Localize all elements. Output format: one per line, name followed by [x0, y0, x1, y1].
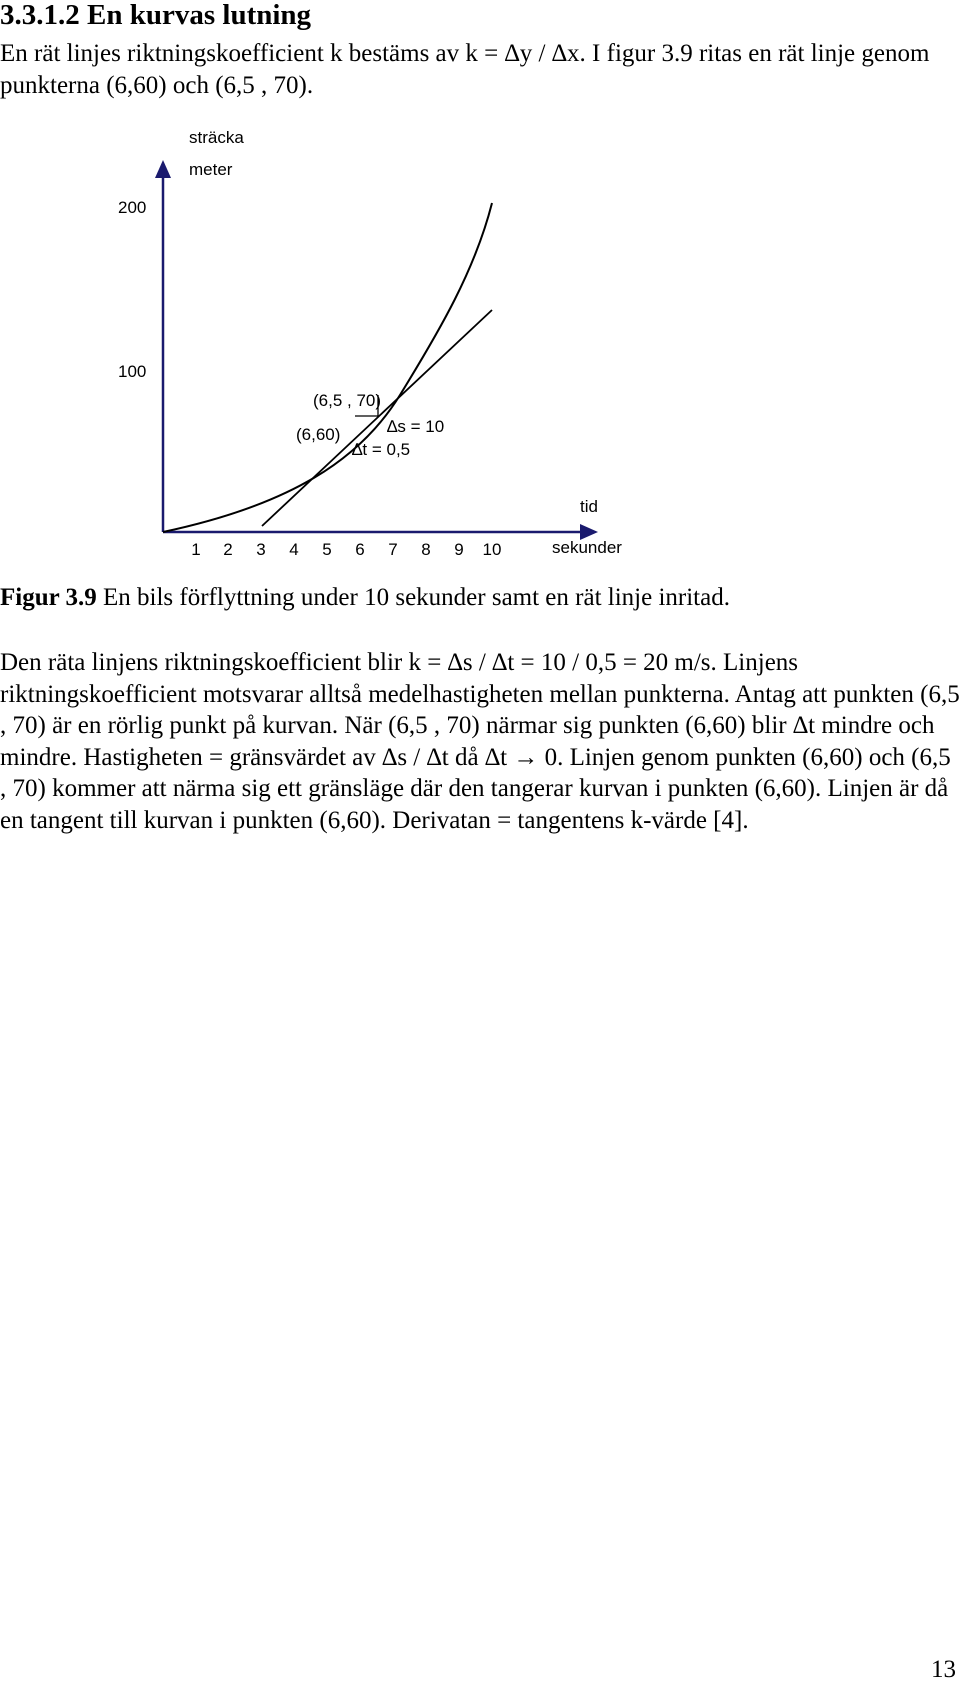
x-axis-label-quantity: tid — [580, 497, 598, 516]
x-tick: 9 — [454, 540, 464, 559]
x-tick: 6 — [355, 540, 365, 559]
point-lower-label: (6,60) — [296, 425, 341, 444]
motion-curve — [163, 203, 492, 532]
page-number: 13 — [931, 1656, 956, 1683]
x-tick: 1 — [191, 540, 201, 559]
intro-paragraph: En rät linjes riktningskoefficient k bestäms av k = ∆y / ∆x. I figur 3.9 ritas en rät linje genom punkterna (6,60) och (6,5 , 70). — [0, 40, 930, 99]
y-tick-200: 200 — [118, 198, 147, 217]
point-upper-label: (6,5 , 70) — [313, 391, 382, 410]
distance-time-figure — [0, 0, 960, 580]
section-heading: 3.3.1.2 En kurvas lutning — [0, 0, 312, 31]
x-tick: 8 — [421, 540, 431, 559]
x-tick: 7 — [388, 540, 398, 559]
secant-line — [262, 310, 492, 526]
y-axis-label-unit: meter — [189, 160, 233, 179]
x-tick: 10 — [482, 540, 502, 559]
delta-s-label: ∆s = 10 — [387, 417, 445, 436]
x-tick: 3 — [256, 540, 266, 559]
x-tick: 2 — [223, 540, 233, 559]
x-tick: 4 — [289, 540, 299, 559]
caption-text: En bils förflyttning under 10 sekunder samt en rät linje inritad. — [96, 584, 730, 611]
figure-caption — [0, 582, 960, 614]
x-tick: 5 — [322, 540, 332, 559]
body-paragraph: Den räta linjens riktningskoefficient blir k = ∆s / ∆t = 10 / 0,5 = 20 m/s. Linjens riktningskoefficient motsvarar alltså medelhastigheten mellan punkterna. Antag att punkten (6,5 , 70) är en rörlig punkt på kurvan. När (6,5 , 70) närmar sig punkten (6,60) blir ∆t mindre och mindre. Hastigheten = gränsvärdet av ∆s / ∆t då ∆t → 0. Linjen genom punkten (6,60) och (6,5 , 70) kommer att närma sig ett gränsläge där den tangerar kurvan i punkten (6,60). Linjen är då en tangent till kurvan i punkten (6,60). Derivatan = tangentens k-värde [4]. — [0, 649, 960, 834]
x-axis-label-unit: sekunder — [552, 538, 622, 557]
caption-label: Figur 3.9 — [0, 584, 97, 611]
delta-t-label: ∆t = 0,5 — [352, 440, 411, 459]
y-axis-label-quantity: sträcka — [189, 128, 244, 147]
y-tick-100: 100 — [118, 362, 147, 381]
y-axis-arrow — [155, 160, 171, 178]
